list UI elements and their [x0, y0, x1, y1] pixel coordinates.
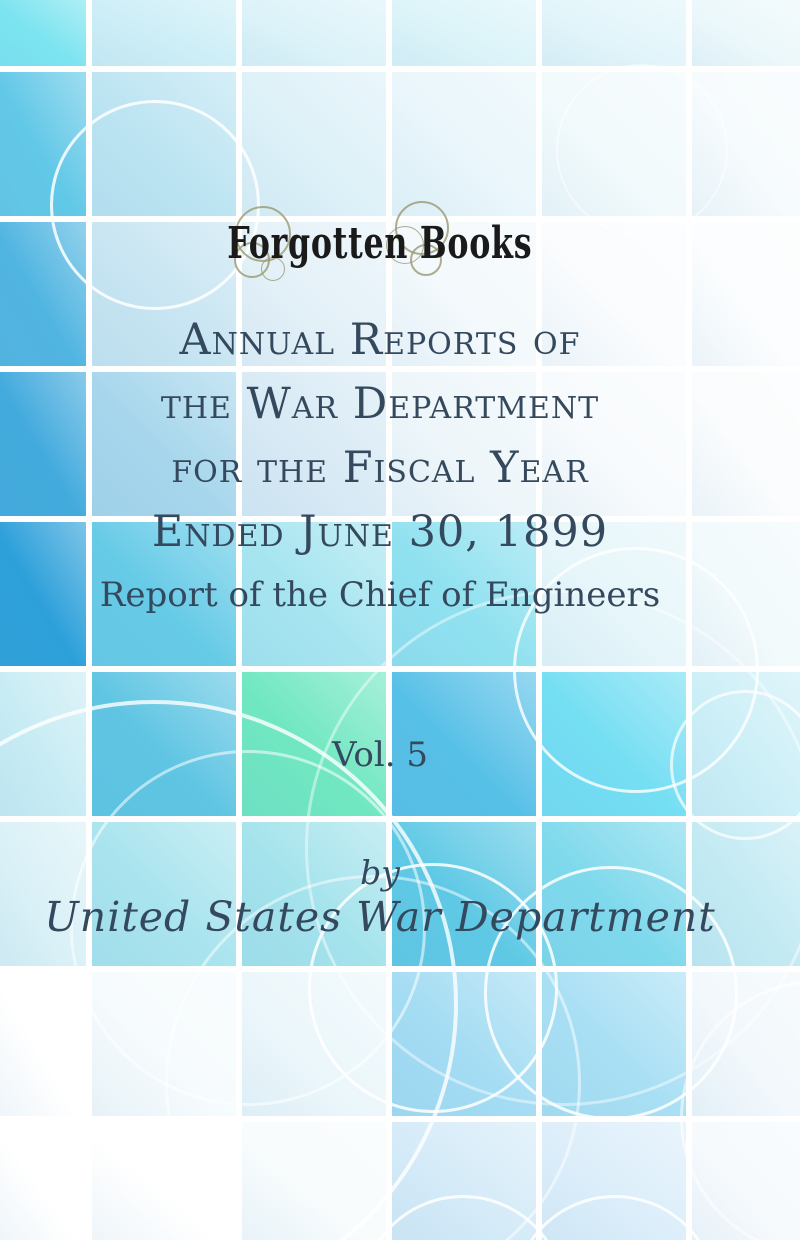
title-line: for the Fiscal Year — [171, 443, 589, 493]
title-line: Ended June 30, 1899 — [151, 507, 609, 557]
byline: by — [360, 853, 400, 892]
title-line: Annual Reports of — [179, 315, 581, 365]
publisher-logo-text: Forgotten Books — [227, 218, 533, 269]
book-title — [0, 308, 780, 564]
book-subtitle: Report of the Chief of Engineers — [99, 575, 661, 615]
publisher-logo — [0, 214, 780, 274]
author-name: United States War Department — [44, 893, 716, 941]
volume-label: Vol. 5 — [331, 735, 429, 775]
title-line: the War Department — [160, 379, 600, 429]
